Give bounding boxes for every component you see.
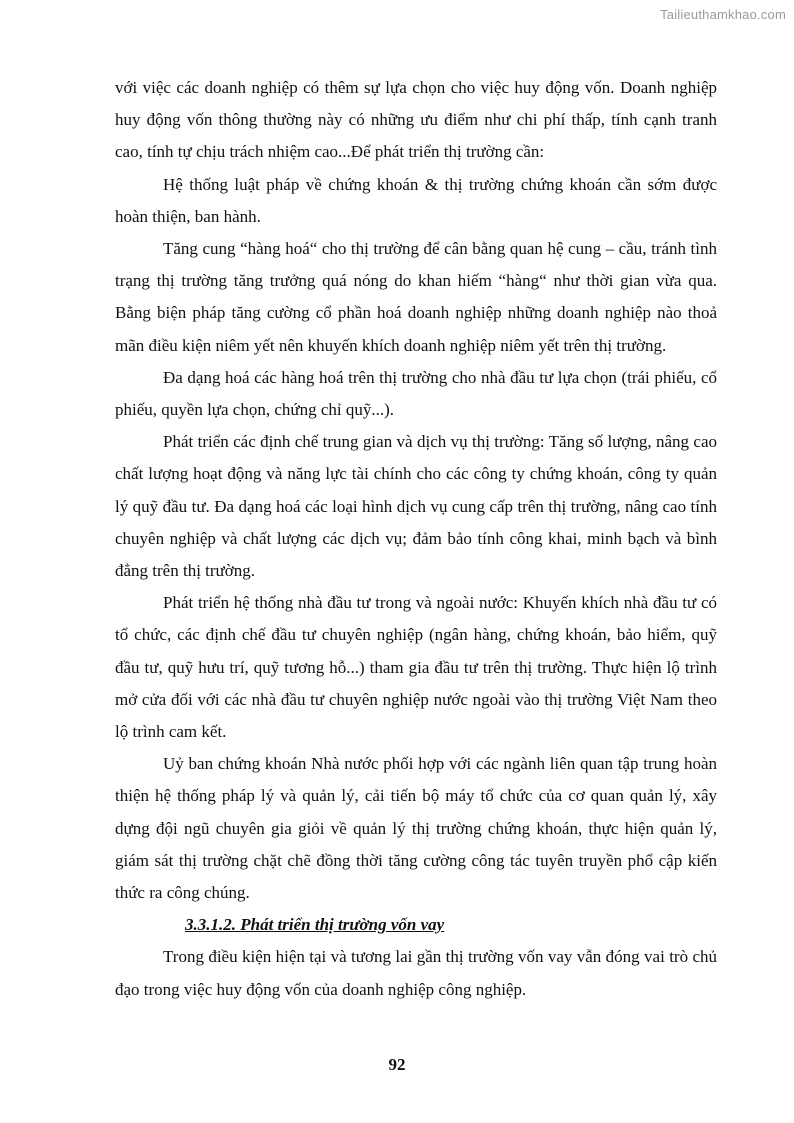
paragraph-diversify-goods: Đa dạng hoá các hàng hoá trên thị trường cho nhà đầu tư lựa chọn (trái phiếu, cổ phiếu, quyền lựa chọn, chứng chỉ quỹ...).: [115, 367, 717, 420]
page-number: 92: [388, 1055, 406, 1074]
document-body: [115, 72, 717, 1006]
paragraph-securities-commission: Uỷ ban chứng khoán Nhà nước phối hợp với các ngành liên quan tập trung hoàn thiện hệ thống pháp lý và quản lý, cải tiến bộ máy tổ chức của cơ quan quản lý, xây dựng đội ngũ chuyên gia giỏi về quản lý thị trường chứng khoán, thực hiện quản lý, giám sát thị trường chặt chẽ đồng thời tăng cường công tác tuyên truyền phổ cập kiến thức ra công chúng.: [115, 754, 717, 903]
paragraph-increase-supply: Tăng cung “hàng hoá“ cho thị trường để cân bằng quan hệ cung – cầu, tránh tình trạng thị trường tăng trưởng quá nóng do khan hiếm “hàng“ như thời gian vừa qua. Bằng biện pháp tăng cường cổ phần hoá doanh nghiệp những doanh nghiệp nào thoả mãn điều kiện niêm yết nên khuyến khích doanh nghiệp niêm yết trên thị trường.: [115, 239, 717, 355]
section-heading: 3.3.1.2. Phát triển thị trường vốn vay: [185, 915, 445, 935]
watermark-text: Tailieuthamkhao.com: [660, 7, 786, 22]
paragraph-loan-market: Trong điều kiện hiện tại và tương lai gần thị trường vốn vay vẫn đóng vai trò chủ đạo trong việc huy động vốn của doanh nghiệp công nghiệp.: [115, 947, 717, 999]
paragraph-continuation: với việc các doanh nghiệp có thêm sự lựa chọn cho việc huy động vốn. Doanh nghiệp huy động vốn thông thường này có những ưu điểm như chi phí thấp, tính cạnh tranh cao, tính tự chịu trách nhiệm cao...Để phát triển thị trường cần:: [115, 78, 717, 162]
paragraph-investor-system: Phát triển hệ thống nhà đầu tư trong và ngoài nước: Khuyến khích nhà đầu tư có tổ chức, các định chế đầu tư chuyên nghiệp (ngân hàng, chứng khoán, bảo hiểm, quỹ đầu tư, quỹ hưu trí, quỹ tương hỗ...) tham gia đầu tư trên thị trường. Thực hiện lộ trình mở cửa đối với các nhà đầu tư chuyên nghiệp nước ngoài vào thị trường Việt Nam theo lộ trình cam kết.: [115, 593, 717, 742]
paragraph-intermediaries: Phát triển các định chế trung gian và dịch vụ thị trường: Tăng số lượng, nâng cao chất lượng hoạt động và năng lực tài chính cho các công ty chứng khoán, công ty quản lý quỹ đầu tư. Đa dạng hoá các loại hình dịch vụ cung cấp trên thị trường, nâng cao tính chuyên nghiệp và chất lượng các dịch vụ; đảm bảo tính công khai, minh bạch và bình đẳng trên thị trường.: [115, 432, 717, 581]
paragraph-legal-framework: Hệ thống luật pháp về chứng khoán & thị trường chứng khoán cần sớm được hoàn thiện, ban hành.: [115, 174, 717, 226]
